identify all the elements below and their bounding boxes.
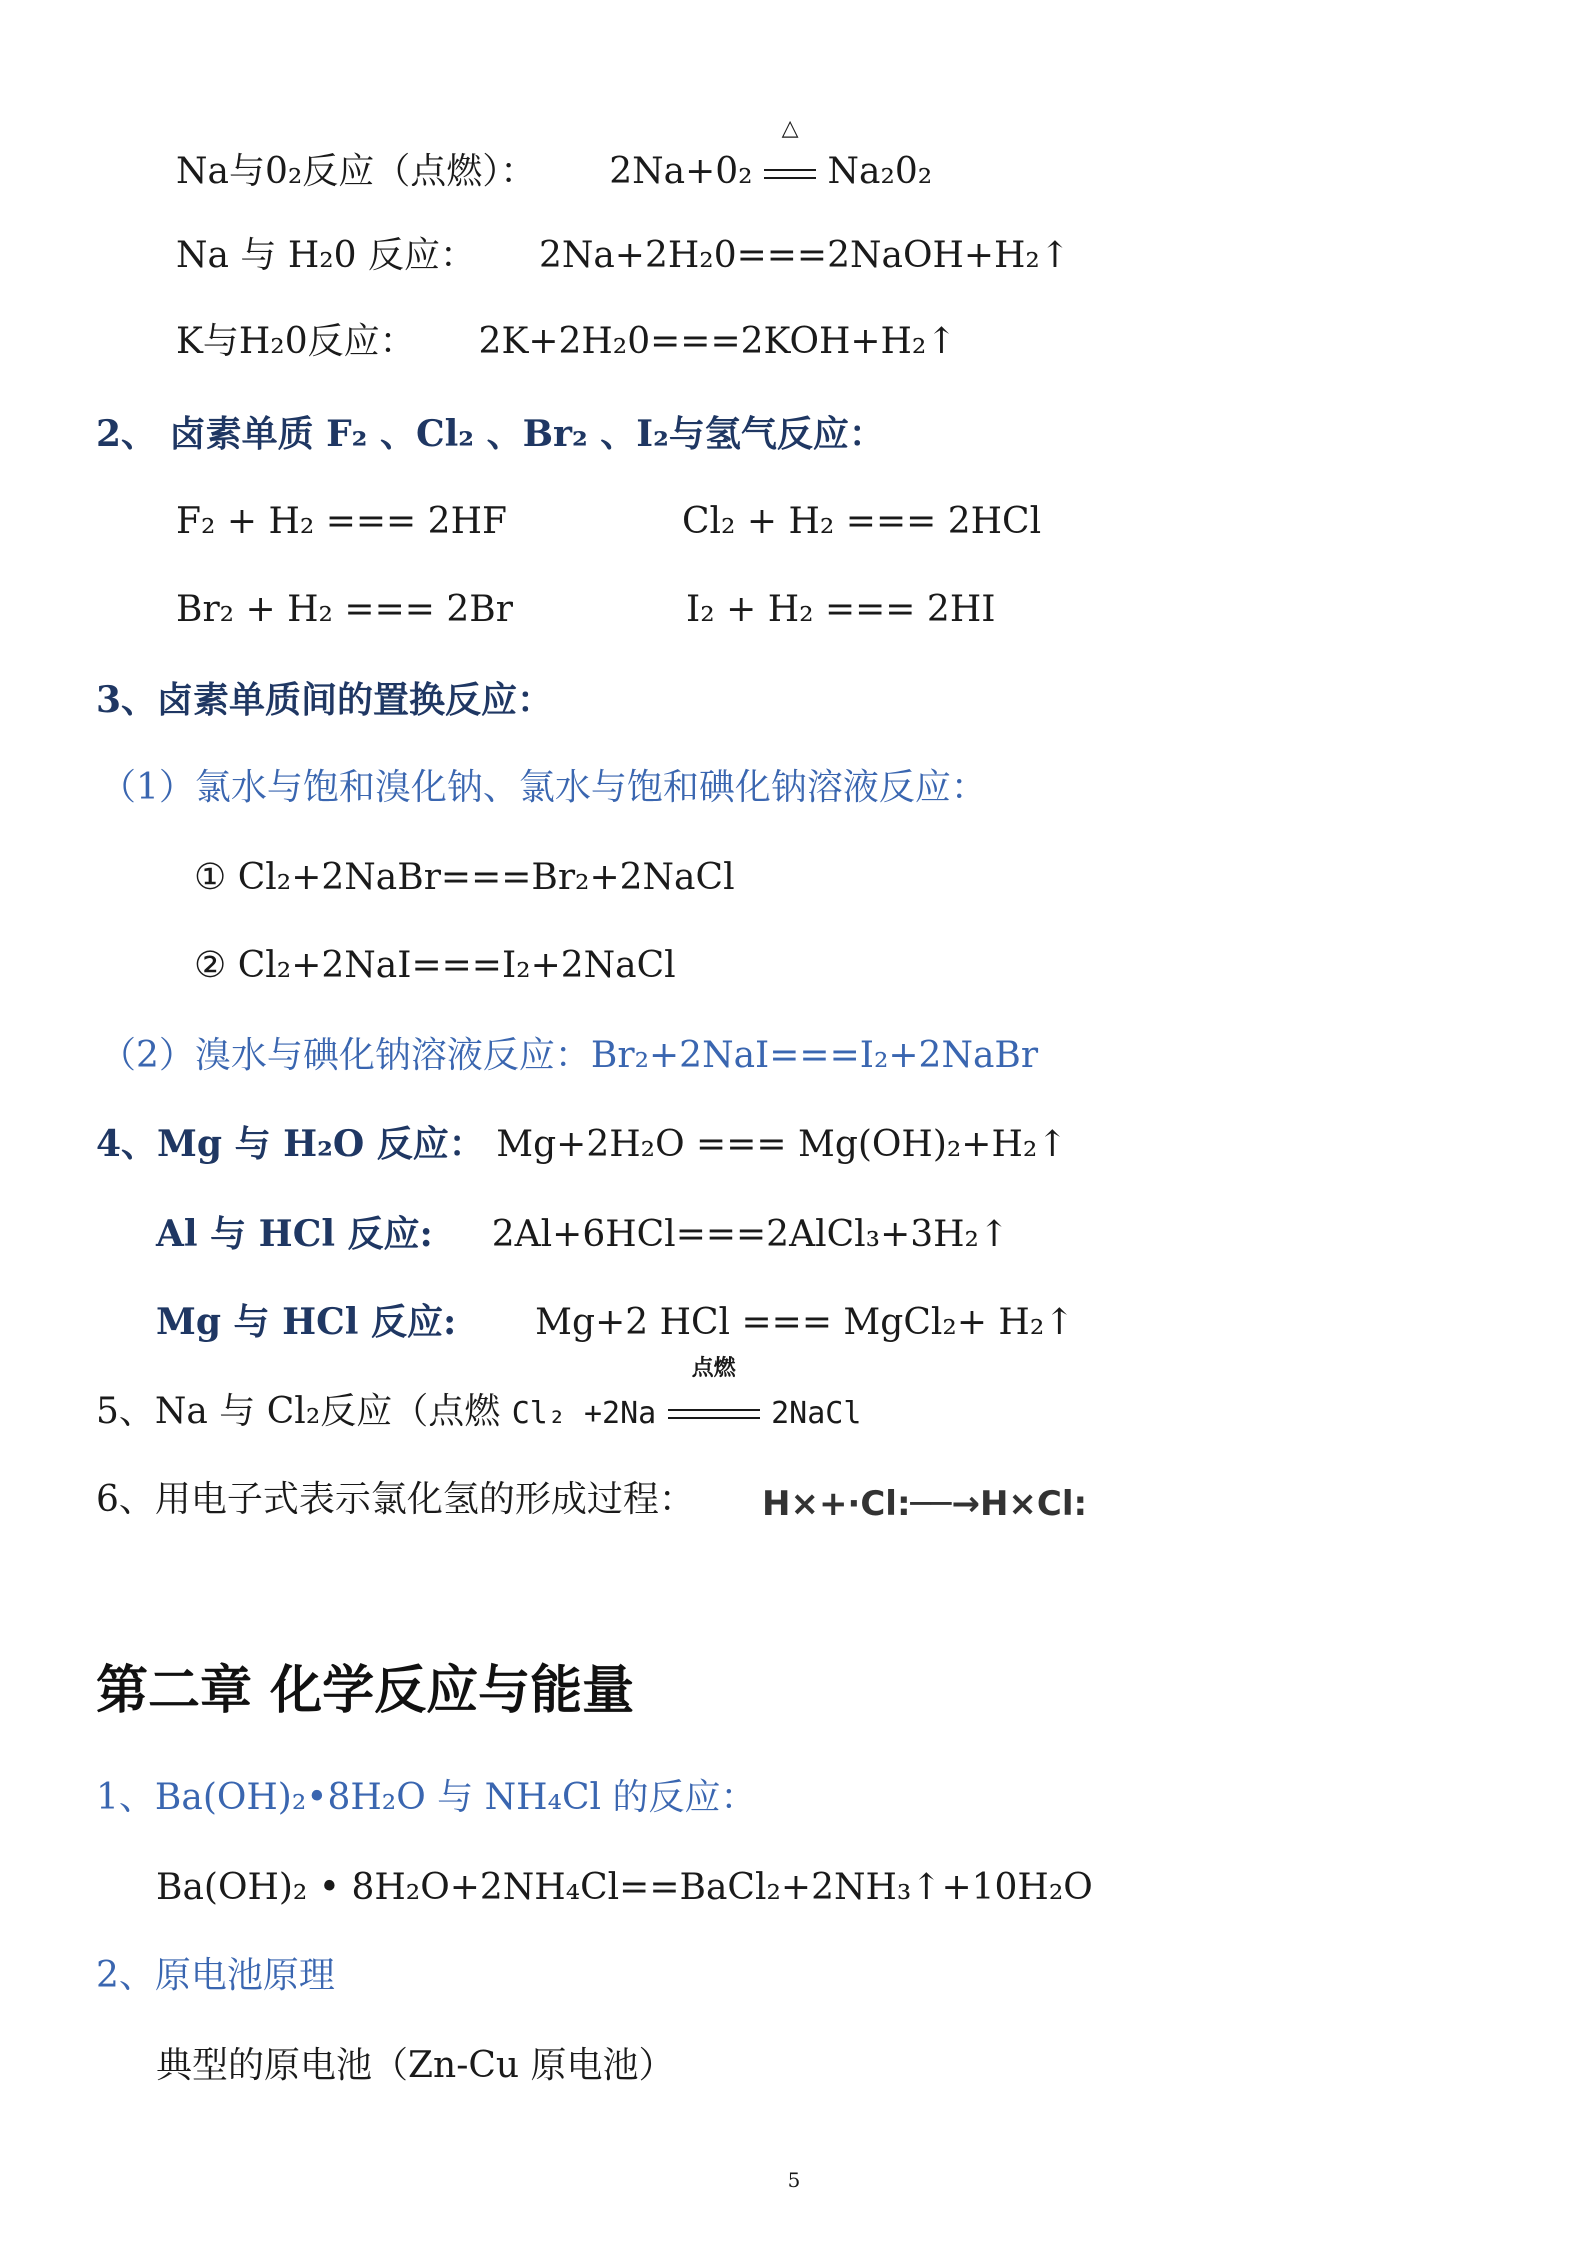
reaction-label: 5、Na 与 Cl₂反应（点燃 <box>96 1391 501 1432</box>
equation: I₂ + H₂ === 2HI <box>686 589 996 630</box>
equation-left: Cl₂ +2Na <box>511 1396 657 1431</box>
equation: ① Cl₂+2NaBr===Br₂+2NaCl <box>194 857 735 898</box>
reaction-label: 4、Mg 与 H₂O 反应： <box>96 1123 485 1165</box>
reaction-al-hcl <box>156 1210 1009 1259</box>
subsection-heading: （2）溴水与碘化钠溶液反应：Br₂+2NaI===I₂+2NaBr <box>100 1035 1039 1076</box>
reaction-label: Na与0₂反应（点燃）： <box>176 151 537 192</box>
equation: ② Cl₂+2NaI===I₂+2NaCl <box>194 945 676 986</box>
heat-arrow <box>764 116 816 196</box>
reaction-label: Na 与 H₂0 反应： <box>176 235 477 276</box>
chapter-title: 第二章 化学反应与能量 <box>96 1661 635 1721</box>
equation: Ba(OH)₂ • 8H₂O+2NH₄Cl==BaCl₂+2NH₃↑+10H₂O <box>156 1867 1093 1908</box>
electron-formula-text: H×+·Cl:──→H×Cl: <box>762 1484 1088 1524</box>
equation-right: Na₂0₂ <box>827 151 933 192</box>
section-heading: 2、 卤素单质 F₂ 、Cl₂ 、Br₂ 、I₂与氢气反应： <box>96 413 885 455</box>
reaction-na-cl2 <box>96 1356 862 1438</box>
item-heading: 1、Ba(OH)₂•8H₂O 与 NH₄Cl 的反应： <box>96 1777 757 1818</box>
reaction-mg-hcl <box>156 1298 1074 1347</box>
subsection-heading: （1）氯水与饱和溴化钠、氯水与饱和碘化钠溶液反应： <box>100 767 987 808</box>
ignite-label: 点燃 <box>691 1356 736 1381</box>
item-heading: 2、原电池原理 <box>96 1955 335 1996</box>
equation: Br₂ + H₂ === 2Br <box>176 589 513 630</box>
reaction-mg-h2o <box>96 1120 1067 1169</box>
equation: 2Na+2H₂0===2NaOH+H₂↑ <box>538 235 1071 276</box>
electron-formula-image <box>762 1474 1240 1534</box>
equation: 2Al+6HCl===2AlCl₃+3H₂↑ <box>491 1214 1010 1255</box>
heat-symbol: △ <box>781 116 799 141</box>
reaction-label: K与H₂0反应： <box>176 321 416 362</box>
equation-left: 2Na+0₂ <box>609 151 753 192</box>
page-number: 5 <box>787 2168 801 2192</box>
equation-right: 2NaCl <box>771 1396 862 1431</box>
equation: Mg+2 HCl === MgCl₂+ H₂↑ <box>535 1302 1075 1343</box>
equation: F₂ + H₂ === 2HF <box>176 501 507 542</box>
equation: Mg+2H₂O === Mg(OH)₂+H₂↑ <box>496 1124 1068 1165</box>
section-heading: 3、卤素单质间的置换反应： <box>96 679 554 721</box>
section-6-label: 6、用电子式表示氯化氢的形成过程： <box>96 1479 695 1520</box>
equation: 2K+2H₂0===2KOH+H₂↑ <box>478 321 957 362</box>
reaction-na-h2o <box>176 232 1070 280</box>
reaction-na-o2 <box>176 116 933 196</box>
body-text: 典型的原电池（Zn-Cu 原电池） <box>156 2045 675 2086</box>
reaction-k-h2o <box>176 318 957 366</box>
equation: Cl₂ + H₂ === 2HCl <box>682 501 1042 542</box>
reaction-label: Al 与 HCl 反应: <box>156 1213 433 1255</box>
reaction-label: Mg 与 HCl 反应: <box>156 1301 457 1343</box>
ignite-arrow <box>668 1356 760 1436</box>
